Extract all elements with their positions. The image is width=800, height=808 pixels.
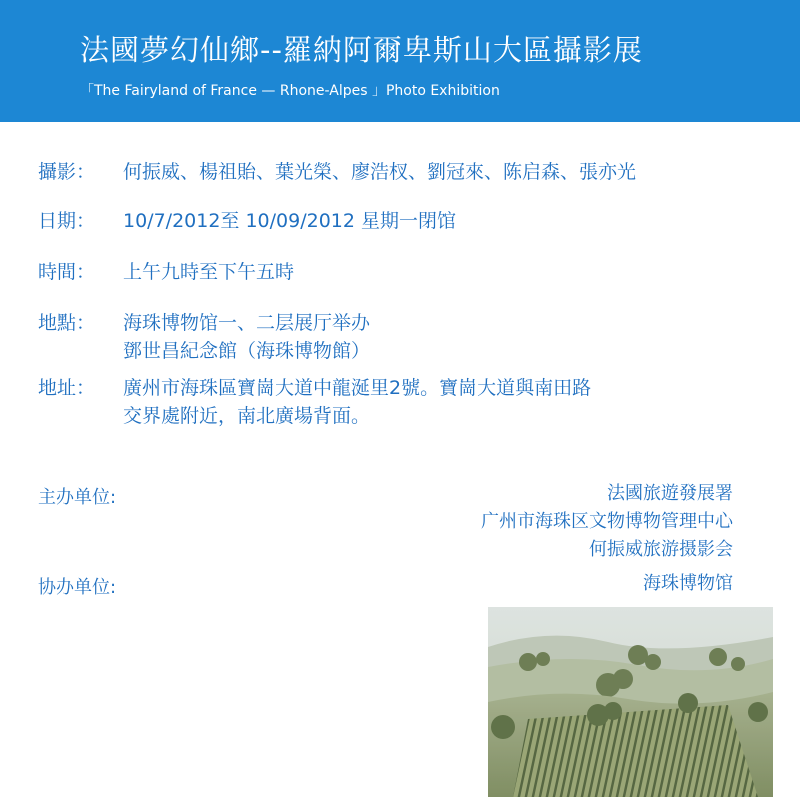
page-subtitle: 「The Fairyland of France — Rhone-Alpes 」Photo Exhibition: [80, 83, 500, 99]
address-value: [123, 374, 591, 430]
photographers-value: 何振威、楊祖貽、葉光榮、廖浩杈、劉冠來、陈启森、張亦光: [123, 161, 637, 183]
co-host-item: 海珠博物馆: [643, 573, 733, 594]
header-banner: [0, 0, 800, 122]
address-line: 交界處附近，南北廣場背面。: [123, 405, 371, 427]
host-item: 广州市海珠区文物博物管理中心: [481, 511, 733, 532]
venue-value: [123, 309, 370, 365]
page-title: 法國夢幻仙鄉--羅納阿爾卑斯山大區攝影展: [80, 33, 643, 67]
host-item: 法國旅遊發展署: [607, 483, 733, 504]
address-label: 地址：: [38, 377, 96, 399]
venue-line: 鄧世昌紀念館（海珠博物館）: [123, 340, 371, 362]
time-label: 時間：: [38, 261, 96, 283]
date-value: 10/7/2012至 10/09/2012 星期一閉馆: [123, 210, 457, 232]
venue-line: 海珠博物馆一、二层展厅举办: [123, 312, 371, 334]
date-label: 日期：: [38, 210, 96, 232]
vineyard-photo: [488, 607, 773, 797]
address-line: 廣州市海珠區寶崗大道中龍涎里2號。寶崗大道與南田路: [123, 377, 592, 399]
host-label: 主办单位:: [38, 487, 117, 508]
host-list: [481, 480, 733, 564]
co-host-list: [643, 570, 733, 598]
time-value: 上午九時至下午五時: [123, 261, 295, 283]
co-host-label: 协办单位:: [38, 577, 117, 598]
photographers-label: 攝影：: [38, 161, 96, 183]
host-item: 何振威旅游摄影会: [589, 539, 733, 560]
venue-label: 地點：: [38, 312, 96, 334]
